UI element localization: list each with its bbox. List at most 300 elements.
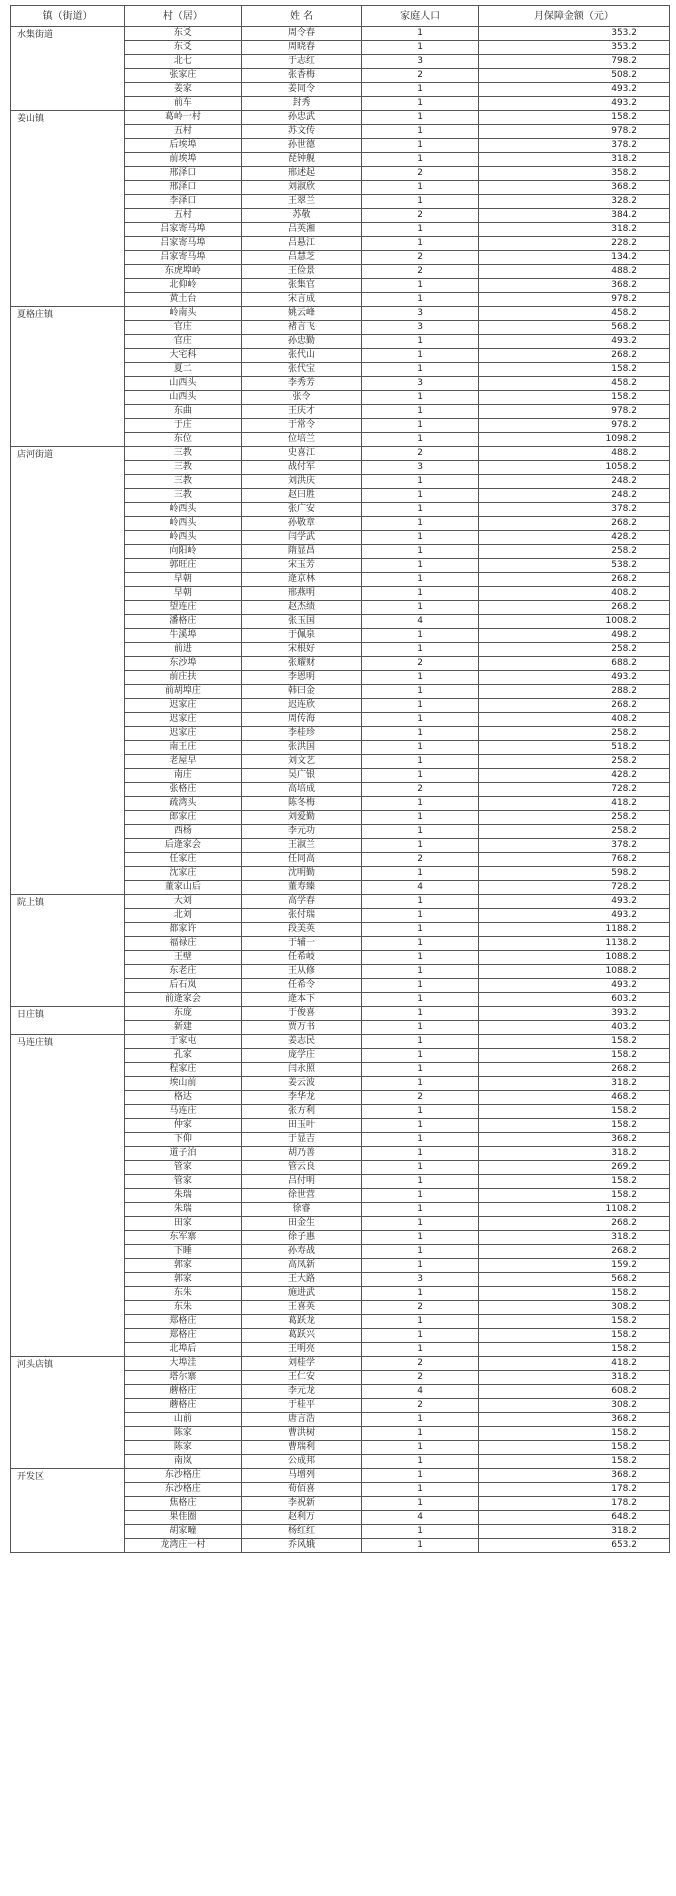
household-size-cell: 1 — [362, 83, 478, 97]
household-size-cell: 1 — [362, 895, 478, 909]
monthly-amount-cell: 1088.2 — [478, 951, 669, 965]
village-cell: 早朝 — [125, 587, 241, 601]
household-size-cell: 1 — [362, 1455, 478, 1469]
monthly-amount-cell: 258.2 — [478, 811, 669, 825]
table-row — [11, 1469, 670, 1483]
village-cell: 岭南头 — [125, 307, 241, 321]
monthly-amount-cell: 608.2 — [478, 1385, 669, 1399]
monthly-amount-cell: 228.2 — [478, 237, 669, 251]
monthly-amount-cell: 368.2 — [478, 1133, 669, 1147]
monthly-amount-cell: 768.2 — [478, 853, 669, 867]
name-cell: 吕英湘 — [241, 223, 362, 237]
monthly-amount-cell: 378.2 — [478, 139, 669, 153]
village-cell: 迟家庄 — [125, 699, 241, 713]
household-size-cell: 1 — [362, 97, 478, 111]
monthly-amount-cell: 268.2 — [478, 1063, 669, 1077]
household-size-cell: 1 — [362, 755, 478, 769]
village-cell: 新建 — [125, 1021, 241, 1035]
name-cell: 邢燕明 — [241, 587, 362, 601]
monthly-amount-cell: 258.2 — [478, 755, 669, 769]
household-size-cell: 1 — [362, 405, 478, 419]
household-size-cell: 1 — [362, 867, 478, 881]
name-cell: 周令春 — [241, 27, 362, 41]
village-cell: 老屋早 — [125, 755, 241, 769]
monthly-amount-cell: 368.2 — [478, 181, 669, 195]
header-village: 村（居） — [125, 6, 241, 27]
name-cell: 沈明勤 — [241, 867, 362, 881]
household-size-cell: 1 — [362, 531, 478, 545]
household-size-cell: 1 — [362, 1189, 478, 1203]
village-cell: 下仰 — [125, 1133, 241, 1147]
village-cell: 埃山前 — [125, 1077, 241, 1091]
monthly-amount-cell: 1188.2 — [478, 923, 669, 937]
monthly-amount-cell: 493.2 — [478, 671, 669, 685]
village-cell: 迟家庄 — [125, 727, 241, 741]
name-cell: 吕付明 — [241, 1175, 362, 1189]
household-size-cell: 4 — [362, 1385, 478, 1399]
household-size-cell: 1 — [362, 1245, 478, 1259]
name-cell: 张广安 — [241, 503, 362, 517]
village-cell: 东沙格庄 — [125, 1469, 241, 1483]
name-cell: 施进武 — [241, 1287, 362, 1301]
village-cell: 三教 — [125, 489, 241, 503]
name-cell: 刘文艺 — [241, 755, 362, 769]
name-cell: 吴广银 — [241, 769, 362, 783]
household-size-cell: 1 — [362, 559, 478, 573]
monthly-amount-cell: 458.2 — [478, 307, 669, 321]
household-size-cell: 1 — [362, 1133, 478, 1147]
village-cell: 胡家疃 — [125, 1525, 241, 1539]
village-cell: 前逄家会 — [125, 993, 241, 1007]
household-size-cell: 1 — [362, 195, 478, 209]
monthly-amount-cell: 158.2 — [478, 1343, 669, 1357]
village-cell: 牛溪埠 — [125, 629, 241, 643]
name-cell: 张集官 — [241, 279, 362, 293]
monthly-amount-cell: 393.2 — [478, 1007, 669, 1021]
name-cell: 任希令 — [241, 979, 362, 993]
village-cell: 都家许 — [125, 923, 241, 937]
village-cell: 葛岭一村 — [125, 111, 241, 125]
name-cell: 王大路 — [241, 1273, 362, 1287]
name-cell: 荀佰喜 — [241, 1483, 362, 1497]
household-size-cell: 1 — [362, 1049, 478, 1063]
table-row — [11, 1357, 670, 1371]
name-cell: 胡乃善 — [241, 1147, 362, 1161]
village-cell: 陈家 — [125, 1441, 241, 1455]
monthly-amount-cell: 258.2 — [478, 727, 669, 741]
monthly-amount-cell: 1058.2 — [478, 461, 669, 475]
name-cell: 庞学庄 — [241, 1049, 362, 1063]
monthly-amount-cell: 508.2 — [478, 69, 669, 83]
household-size-cell: 1 — [362, 503, 478, 517]
name-cell: 褚言飞 — [241, 321, 362, 335]
name-cell: 赵曰胜 — [241, 489, 362, 503]
household-size-cell: 3 — [362, 321, 478, 335]
name-cell: 曹瑞利 — [241, 1441, 362, 1455]
name-cell: 刘淑欣 — [241, 181, 362, 195]
monthly-amount-cell: 403.2 — [478, 1021, 669, 1035]
name-cell: 逄京林 — [241, 573, 362, 587]
name-cell: 刘洪庆 — [241, 475, 362, 489]
name-cell: 贾万书 — [241, 1021, 362, 1035]
village-cell: 北刘 — [125, 909, 241, 923]
monthly-amount-cell: 288.2 — [478, 685, 669, 699]
name-cell: 李祝新 — [241, 1497, 362, 1511]
name-cell: 田金生 — [241, 1217, 362, 1231]
table-row — [11, 1035, 670, 1049]
village-cell: 姜家 — [125, 83, 241, 97]
village-cell: 沈家庄 — [125, 867, 241, 881]
village-cell: 郭家 — [125, 1273, 241, 1287]
name-cell: 王翠兰 — [241, 195, 362, 209]
village-cell: 黄土台 — [125, 293, 241, 307]
name-cell: 姚云峰 — [241, 307, 362, 321]
village-cell: 李泽口 — [125, 195, 241, 209]
monthly-amount-cell: 568.2 — [478, 321, 669, 335]
village-cell: 东军寨 — [125, 1231, 241, 1245]
village-cell: 夏二 — [125, 363, 241, 377]
village-cell: 邢泽口 — [125, 167, 241, 181]
village-cell: 前庄扶 — [125, 671, 241, 685]
name-cell: 唐言浩 — [241, 1413, 362, 1427]
name-cell: 任希岐 — [241, 951, 362, 965]
village-cell: 南岚 — [125, 1455, 241, 1469]
name-cell: 高培成 — [241, 783, 362, 797]
village-cell: 龙湾庄一村 — [125, 1539, 241, 1553]
village-cell: 管家 — [125, 1175, 241, 1189]
household-size-cell: 1 — [362, 1007, 478, 1021]
name-cell: 孙忠武 — [241, 111, 362, 125]
village-cell: 东朱 — [125, 1287, 241, 1301]
name-cell: 苏文传 — [241, 125, 362, 139]
household-size-cell: 1 — [362, 1287, 478, 1301]
monthly-amount-cell: 258.2 — [478, 643, 669, 657]
name-cell: 张香梅 — [241, 69, 362, 83]
monthly-amount-cell: 158.2 — [478, 1287, 669, 1301]
household-size-cell: 1 — [362, 545, 478, 559]
name-cell: 王庆才 — [241, 405, 362, 419]
village-cell: 潘格庄 — [125, 615, 241, 629]
name-cell: 于桂平 — [241, 1399, 362, 1413]
town-cell: 河头店镇 — [11, 1357, 125, 1469]
household-size-cell: 1 — [362, 139, 478, 153]
village-cell: 大刘 — [125, 895, 241, 909]
village-cell: 东庞 — [125, 1007, 241, 1021]
name-cell: 马增列 — [241, 1469, 362, 1483]
monthly-amount-cell: 318.2 — [478, 223, 669, 237]
village-cell: 东位 — [125, 433, 241, 447]
village-cell: 王壁 — [125, 951, 241, 965]
household-size-cell: 1 — [362, 713, 478, 727]
monthly-amount-cell: 268.2 — [478, 1245, 669, 1259]
household-size-cell: 2 — [362, 783, 478, 797]
village-cell: 管家 — [125, 1161, 241, 1175]
village-cell: 下睡 — [125, 1245, 241, 1259]
household-size-cell: 2 — [362, 1399, 478, 1413]
household-size-cell: 1 — [362, 993, 478, 1007]
household-size-cell: 1 — [362, 433, 478, 447]
monthly-amount-cell: 353.2 — [478, 27, 669, 41]
table-body — [11, 27, 670, 1553]
name-cell: 闫永照 — [241, 1063, 362, 1077]
monthly-amount-cell: 178.2 — [478, 1483, 669, 1497]
monthly-amount-cell: 158.2 — [478, 391, 669, 405]
name-cell: 张付瑞 — [241, 909, 362, 923]
monthly-amount-cell: 318.2 — [478, 1525, 669, 1539]
household-size-cell: 1 — [362, 1525, 478, 1539]
village-cell: 东虎埠岭 — [125, 265, 241, 279]
household-size-cell: 1 — [362, 727, 478, 741]
name-cell: 李桂珍 — [241, 727, 362, 741]
name-cell: 姜云波 — [241, 1077, 362, 1091]
name-cell: 姜同令 — [241, 83, 362, 97]
household-size-cell: 1 — [362, 181, 478, 195]
name-cell: 宋言成 — [241, 293, 362, 307]
name-cell: 王明亮 — [241, 1343, 362, 1357]
name-cell: 逄本下 — [241, 993, 362, 1007]
town-cell: 店河街道 — [11, 447, 125, 895]
monthly-amount-cell: 158.2 — [478, 1119, 669, 1133]
village-cell: 向阳岭 — [125, 545, 241, 559]
monthly-amount-cell: 798.2 — [478, 55, 669, 69]
header-town: 镇（街道） — [11, 6, 125, 27]
village-cell: 孔家 — [125, 1049, 241, 1063]
monthly-amount-cell: 158.2 — [478, 1035, 669, 1049]
village-cell: 后逄家会 — [125, 839, 241, 853]
name-cell: 赵利万 — [241, 1511, 362, 1525]
name-cell: 徐睿 — [241, 1203, 362, 1217]
monthly-amount-cell: 268.2 — [478, 601, 669, 615]
household-size-cell: 1 — [362, 643, 478, 657]
household-size-cell: 1 — [362, 1217, 478, 1231]
household-size-cell: 2 — [362, 265, 478, 279]
household-size-cell: 1 — [362, 1161, 478, 1175]
household-size-cell: 1 — [362, 629, 478, 643]
village-cell: 北七 — [125, 55, 241, 69]
name-cell: 任同高 — [241, 853, 362, 867]
monthly-amount-cell: 158.2 — [478, 111, 669, 125]
village-cell: 道子泊 — [125, 1147, 241, 1161]
monthly-amount-cell: 493.2 — [478, 979, 669, 993]
name-cell: 李元龙 — [241, 1385, 362, 1399]
village-cell: 岭西头 — [125, 503, 241, 517]
household-size-cell: 1 — [362, 335, 478, 349]
name-cell: 隋显昌 — [241, 545, 362, 559]
village-cell: 郑格庄 — [125, 1329, 241, 1343]
name-cell: 封秀 — [241, 97, 362, 111]
name-cell: 王俭景 — [241, 265, 362, 279]
name-cell: 张方利 — [241, 1105, 362, 1119]
household-size-cell: 2 — [362, 1301, 478, 1315]
name-cell: 李恩明 — [241, 671, 362, 685]
name-cell: 邢述起 — [241, 167, 362, 181]
monthly-amount-cell: 418.2 — [478, 797, 669, 811]
monthly-amount-cell: 498.2 — [478, 629, 669, 643]
village-cell: 疏湾头 — [125, 797, 241, 811]
monthly-amount-cell: 493.2 — [478, 895, 669, 909]
monthly-amount-cell: 268.2 — [478, 1217, 669, 1231]
name-cell: 管云良 — [241, 1161, 362, 1175]
name-cell: 徐子惠 — [241, 1231, 362, 1245]
name-cell: 迟连欣 — [241, 699, 362, 713]
village-cell: 望连庄 — [125, 601, 241, 615]
village-cell: 吕家寄马埠 — [125, 237, 241, 251]
name-cell: 战付军 — [241, 461, 362, 475]
monthly-amount-cell: 134.2 — [478, 251, 669, 265]
monthly-amount-cell: 518.2 — [478, 741, 669, 755]
monthly-amount-cell: 1088.2 — [478, 965, 669, 979]
village-cell: 任家庄 — [125, 853, 241, 867]
name-cell: 刘桂学 — [241, 1357, 362, 1371]
household-size-cell: 1 — [362, 1329, 478, 1343]
name-cell: 位培兰 — [241, 433, 362, 447]
monthly-amount-cell: 158.2 — [478, 1175, 669, 1189]
monthly-amount-cell: 728.2 — [478, 783, 669, 797]
name-cell: 于佩泉 — [241, 629, 362, 643]
header-row — [11, 6, 670, 27]
household-size-cell: 1 — [362, 237, 478, 251]
village-cell: 东沙格庄 — [125, 1483, 241, 1497]
household-size-cell: 1 — [362, 573, 478, 587]
monthly-amount-cell: 248.2 — [478, 489, 669, 503]
table-row — [11, 111, 670, 125]
village-cell: 早朝 — [125, 573, 241, 587]
village-cell: 岭西头 — [125, 517, 241, 531]
household-size-cell: 1 — [362, 1231, 478, 1245]
monthly-amount-cell: 269.2 — [478, 1161, 669, 1175]
monthly-amount-cell: 158.2 — [478, 363, 669, 377]
monthly-amount-cell: 158.2 — [478, 1455, 669, 1469]
household-size-cell: 1 — [362, 1497, 478, 1511]
village-cell: 陈家 — [125, 1427, 241, 1441]
monthly-amount-cell: 368.2 — [478, 1469, 669, 1483]
household-size-cell: 1 — [362, 1147, 478, 1161]
village-cell: 岭西头 — [125, 531, 241, 545]
name-cell: 葛跃龙 — [241, 1315, 362, 1329]
monthly-amount-cell: 1008.2 — [478, 615, 669, 629]
household-size-cell: 3 — [362, 377, 478, 391]
name-cell: 孙世德 — [241, 139, 362, 153]
village-cell: 朱瑞 — [125, 1189, 241, 1203]
household-size-cell: 1 — [362, 587, 478, 601]
household-size-cell: 1 — [362, 1175, 478, 1189]
name-cell: 王仁安 — [241, 1371, 362, 1385]
monthly-amount-cell: 493.2 — [478, 83, 669, 97]
monthly-amount-cell: 178.2 — [478, 1497, 669, 1511]
household-size-cell: 1 — [362, 1413, 478, 1427]
monthly-amount-cell: 493.2 — [478, 909, 669, 923]
household-size-cell: 1 — [362, 741, 478, 755]
household-size-cell: 1 — [362, 909, 478, 923]
village-cell: 东沙埠 — [125, 657, 241, 671]
monthly-amount-cell: 384.2 — [478, 209, 669, 223]
household-size-cell: 1 — [362, 699, 478, 713]
name-cell: 周传海 — [241, 713, 362, 727]
village-cell: 三教 — [125, 475, 241, 489]
village-cell: 前胡埠庄 — [125, 685, 241, 699]
name-cell: 孙寿战 — [241, 1245, 362, 1259]
household-size-cell: 1 — [362, 839, 478, 853]
household-size-cell: 1 — [362, 1105, 478, 1119]
monthly-amount-cell: 978.2 — [478, 293, 669, 307]
name-cell: 高凤新 — [241, 1259, 362, 1273]
household-size-cell: 1 — [362, 489, 478, 503]
monthly-amount-cell: 158.2 — [478, 1441, 669, 1455]
header-name: 姓 名 — [241, 6, 362, 27]
household-size-cell: 1 — [362, 475, 478, 489]
name-cell: 宋玉芳 — [241, 559, 362, 573]
household-size-cell: 1 — [362, 685, 478, 699]
table-row — [11, 895, 670, 909]
household-size-cell: 1 — [362, 1427, 478, 1441]
monthly-amount-cell: 268.2 — [478, 699, 669, 713]
household-size-cell: 3 — [362, 55, 478, 69]
village-cell: 张家庄 — [125, 69, 241, 83]
monthly-amount-cell: 688.2 — [478, 657, 669, 671]
village-cell: 郎家庄 — [125, 811, 241, 825]
monthly-amount-cell: 408.2 — [478, 713, 669, 727]
monthly-amount-cell: 598.2 — [478, 867, 669, 881]
household-size-cell: 1 — [362, 1483, 478, 1497]
monthly-amount-cell: 603.2 — [478, 993, 669, 1007]
name-cell: 董寿臻 — [241, 881, 362, 895]
monthly-amount-cell: 268.2 — [478, 349, 669, 363]
household-size-cell: 1 — [362, 223, 478, 237]
village-cell: 南王庄 — [125, 741, 241, 755]
monthly-amount-cell: 1108.2 — [478, 1203, 669, 1217]
name-cell: 李元功 — [241, 825, 362, 839]
monthly-amount-cell: 158.2 — [478, 1105, 669, 1119]
household-size-cell: 1 — [362, 349, 478, 363]
town-cell: 夏格庄镇 — [11, 307, 125, 447]
village-cell: 后石岚 — [125, 979, 241, 993]
village-cell: 官庄 — [125, 321, 241, 335]
monthly-amount-cell: 493.2 — [478, 335, 669, 349]
village-cell: 大宅科 — [125, 349, 241, 363]
household-size-cell: 1 — [362, 1441, 478, 1455]
monthly-amount-cell: 308.2 — [478, 1301, 669, 1315]
town-cell: 水集街道 — [11, 27, 125, 111]
name-cell: 于志红 — [241, 55, 362, 69]
monthly-amount-cell: 258.2 — [478, 545, 669, 559]
name-cell: 张代宝 — [241, 363, 362, 377]
table-row — [11, 27, 670, 41]
household-size-cell: 3 — [362, 1273, 478, 1287]
village-cell: 格达 — [125, 1091, 241, 1105]
name-cell: 王从修 — [241, 965, 362, 979]
household-size-cell: 2 — [362, 447, 478, 461]
village-cell: 福禄庄 — [125, 937, 241, 951]
village-cell: 前进 — [125, 643, 241, 657]
monthly-amount-cell: 418.2 — [478, 1357, 669, 1371]
name-cell: 宋根好 — [241, 643, 362, 657]
household-size-cell: 1 — [362, 769, 478, 783]
village-cell: 三教 — [125, 461, 241, 475]
village-cell: 邢泽口 — [125, 181, 241, 195]
monthly-amount-cell: 158.2 — [478, 1329, 669, 1343]
village-cell: 北仰岭 — [125, 279, 241, 293]
name-cell: 张洪国 — [241, 741, 362, 755]
monthly-amount-cell: 268.2 — [478, 573, 669, 587]
village-cell: 前埃埠 — [125, 153, 241, 167]
name-cell: 闫学武 — [241, 531, 362, 545]
monthly-amount-cell: 318.2 — [478, 1147, 669, 1161]
village-cell: 张格庄 — [125, 783, 241, 797]
town-cell: 院上镇 — [11, 895, 125, 1007]
name-cell: 王喜英 — [241, 1301, 362, 1315]
village-cell: 东曲 — [125, 405, 241, 419]
town-cell: 马连庄镇 — [11, 1035, 125, 1357]
